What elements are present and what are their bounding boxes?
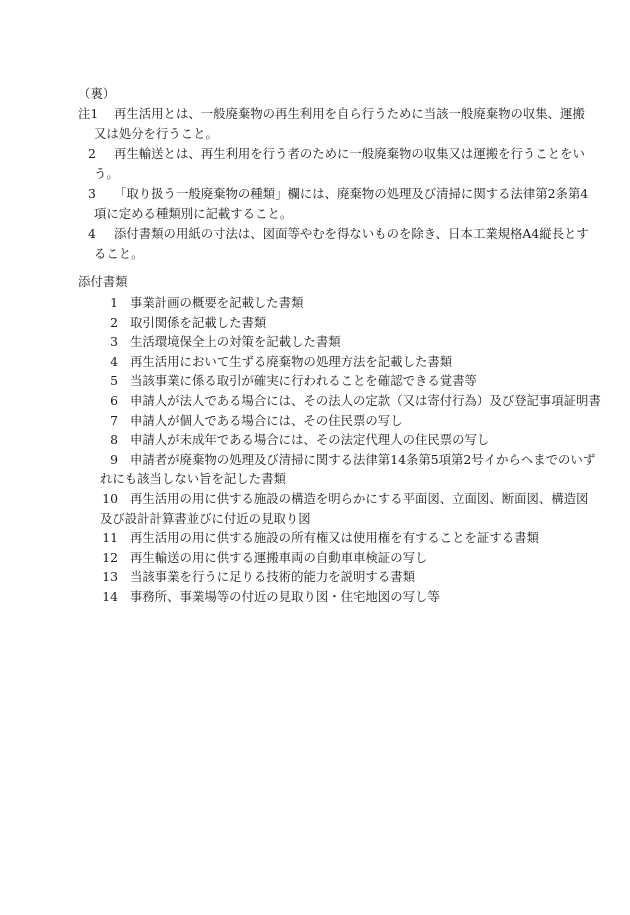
attachment-number: 11 [102,530,118,546]
attachment-text-line: 及び設計計算書並びに付近の見取り図 [100,510,311,526]
attachment-text [130,391,601,411]
attachment-item [78,548,556,568]
attachment-number: 10 [102,490,118,506]
note-item [78,104,585,144]
attachment-text-line: 再生活用の用に供する施設の構造を明らかにする平面図、立面図、断面図、構造図 [130,490,589,506]
attachment-text-line: 再生活用の用に供する施設の所有権又は使用権を有することを証する書類 [130,530,539,546]
note-number: 注1 [78,106,99,121]
attachment-text-line: 再生輸送の用に供する運搬車両の自動車車検証の写し [130,549,428,565]
note-text: 「取り扱う一般廃棄物の種類」欄には、廃棄物の処理及び清掃に関する法律第2条第4 項に定める種類別に記載すること。 [94,186,589,221]
attachment-item [78,391,601,411]
attachment-item [78,293,556,313]
attachment-text-line: れにも該当しない旨を記した書類 [100,471,286,487]
attachment-number: 3 [110,334,118,350]
attachment-number: 1 [110,295,118,310]
attachment-text-line: 事務所、事業場等の付近の見取り図・住宅地図の写し等 [130,588,440,604]
attachment-item [78,450,596,489]
note-number: 4 [88,226,96,241]
attachment-item [78,332,556,352]
note-item [78,184,589,224]
attachment-text-line: 取引関係を記載した書類 [130,314,267,330]
attachment-number: 12 [102,549,118,565]
notes-section [78,104,589,264]
attachment-item [78,587,556,607]
attachment-item [78,489,589,528]
attachment-item [78,371,556,391]
note-text: 再生輸送とは、再生利用を行う者のために一般廃棄物の収集又は運搬を行うことをい う。 [94,146,585,181]
attachment-number: 14 [102,588,118,604]
attachment-text [130,352,556,372]
attachments-section [78,272,601,607]
attachment-text [130,313,556,333]
note-text: 再生活用とは、一般廃棄物の再生利用を自ら行うために当該一般廃棄物の収集、運搬 又は処分を行うこと。 [94,106,585,141]
attachment-number: 6 [110,392,118,408]
attachment-text-line: 申請人が個人である場合には、その住民票の写し [130,412,403,428]
attachments-heading: 添付書類 [78,274,128,289]
attachment-text-line: 事業計画の概要を記載した書類 [130,295,304,310]
attachment-text-line: 申請人が未成年である場合には、その法定代理人の住民票の写し [130,432,490,448]
attachment-text-line: 申請者が廃棄物の処理及び清掃に関する法律第14条第5項第2号イからヘまでのいず [130,451,596,467]
attachment-item [78,352,556,372]
attachment-item [78,528,556,548]
attachment-text-line: 再生活用において生ずる廃棄物の処理方法を記載した書類 [130,353,453,369]
attachments-list [78,293,601,607]
note-number: 2 [88,146,96,161]
attachment-text-line: 当該事業を行うに足りる技術的能力を説明する書類 [130,569,415,585]
attachment-text [130,567,556,587]
attachment-number: 5 [110,373,118,389]
attachment-text-line: 当該事業に係る取引が確実に行われることを確認できる覚書等 [130,373,477,389]
attachment-number: 7 [110,412,118,428]
attachment-item [78,430,556,450]
note-item [78,144,585,184]
attachment-number: 8 [110,432,118,448]
attachment-item [78,411,556,431]
attachment-text [130,371,556,391]
attachment-number: 4 [110,353,118,369]
note-number: 3 [88,186,96,201]
attachment-item [78,567,556,587]
attachment-text [100,450,596,489]
note-text: 添付書類の用紙の寸法は、図面等やむを得ないものを除き、日本工業規格A4縦長とす ること。 [94,226,589,261]
note-item [78,224,589,264]
attachment-text [130,411,556,431]
attachment-text [130,528,556,548]
attachment-text-line: 申請人が法人である場合には、その法人の定款（又は寄付行為）及び登記事項証明書 [130,392,601,408]
attachment-text [130,332,556,352]
page-side-label: （裏） [78,86,116,101]
attachment-number: 9 [110,451,118,467]
attachment-text [130,293,556,313]
attachment-text [130,430,556,450]
attachment-number: 2 [110,314,118,330]
attachment-text-line: 生活環境保全上の対策を記載した書類 [130,334,341,350]
attachment-item [78,313,556,333]
attachment-text [130,548,556,568]
attachment-number: 13 [102,569,118,585]
attachment-text [130,587,556,607]
